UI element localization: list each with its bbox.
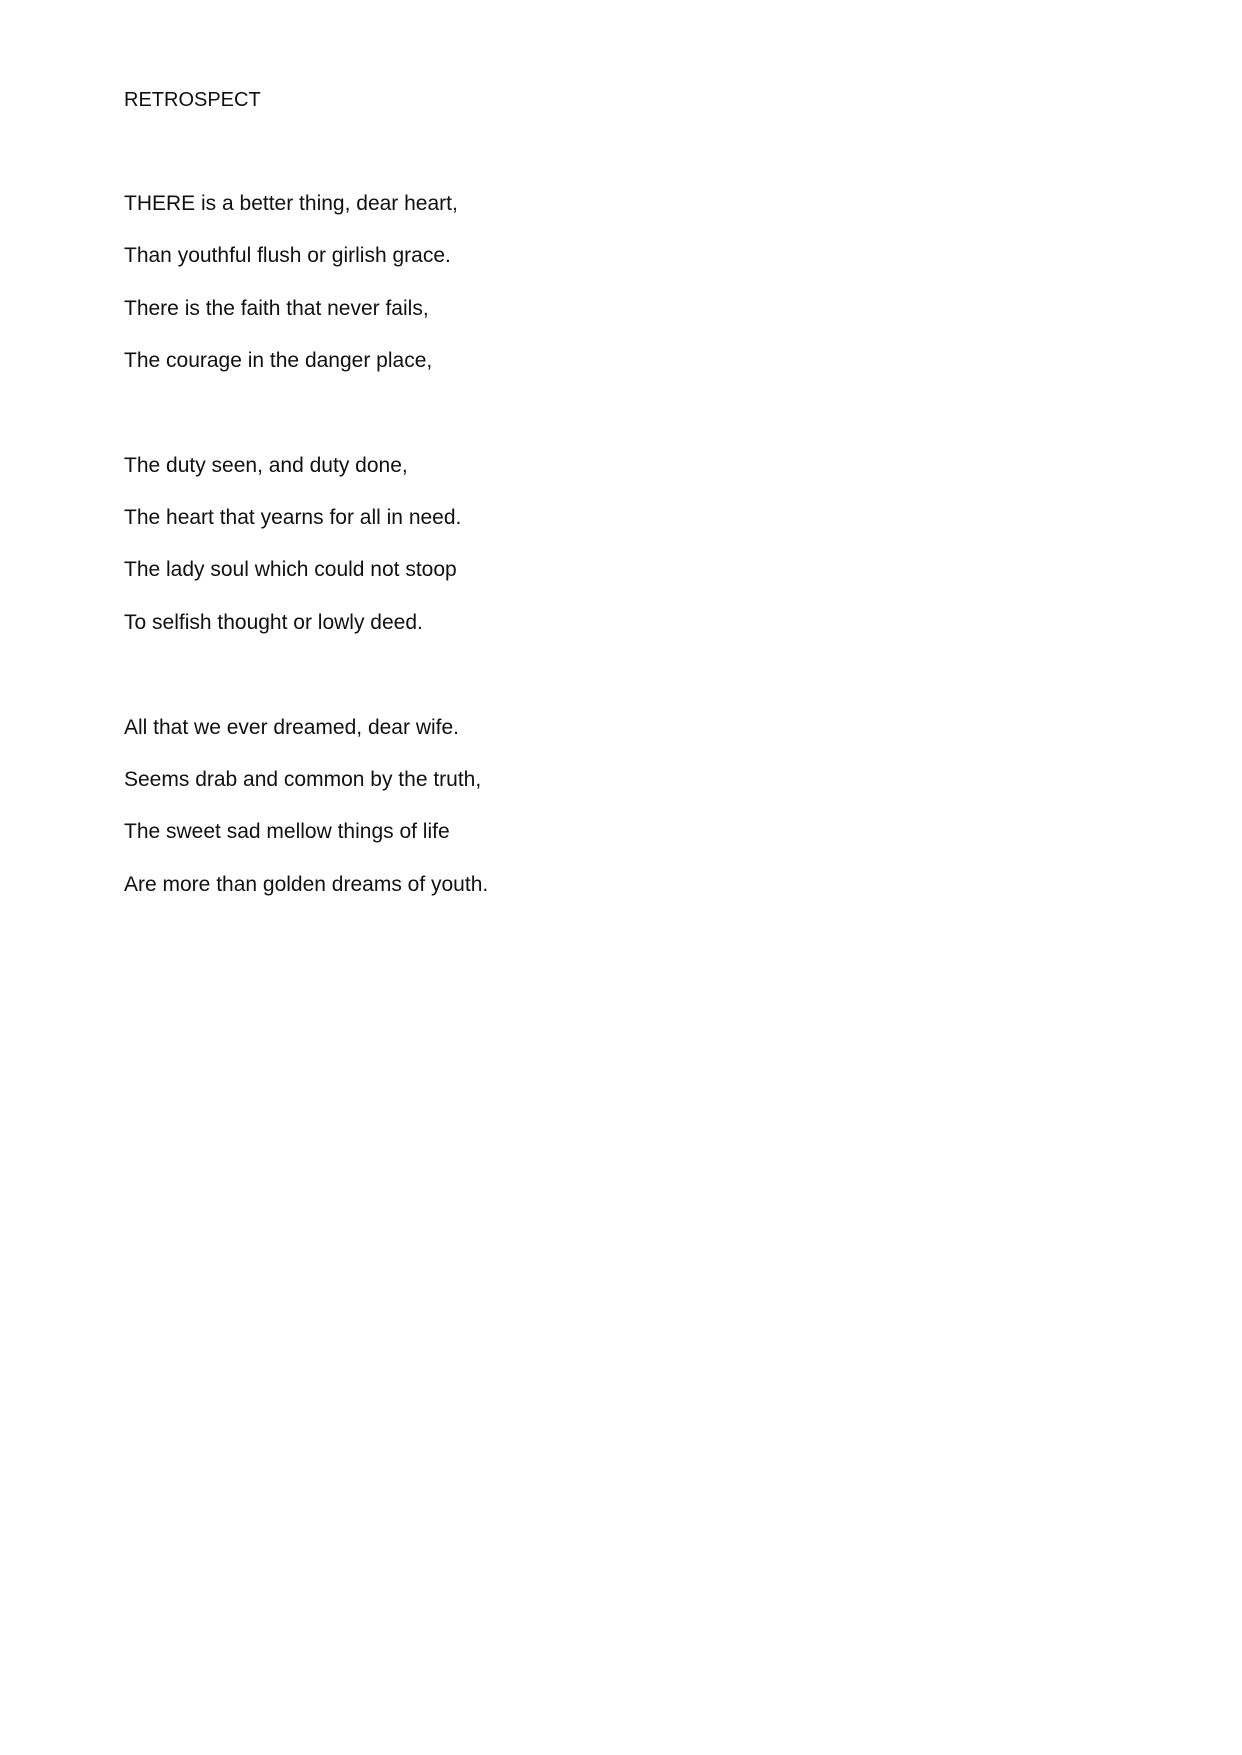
poem-line: Than youthful flush or girlish grace.	[124, 244, 451, 267]
poem-line: Seems drab and common by the truth,	[124, 768, 482, 791]
poem-line: The courage in the danger place,	[124, 349, 433, 372]
poem-line: Are more than golden dreams of youth.	[124, 873, 489, 896]
poem-line: The lady soul which could not stoop	[124, 558, 457, 581]
poem-line: All that we ever dreamed, dear wife.	[124, 716, 459, 739]
poem-line: To selfish thought or lowly deed.	[124, 611, 423, 634]
poem-line: The sweet sad mellow things of life	[124, 820, 450, 843]
poem-line: THERE is a better thing, dear heart,	[124, 192, 458, 215]
poem-line: The duty seen, and duty done,	[124, 454, 408, 477]
poem-line: There is the faith that never fails,	[124, 297, 429, 320]
poem-line: The heart that yearns for all in need.	[124, 506, 462, 529]
poem-title: RETROSPECT	[124, 89, 261, 111]
